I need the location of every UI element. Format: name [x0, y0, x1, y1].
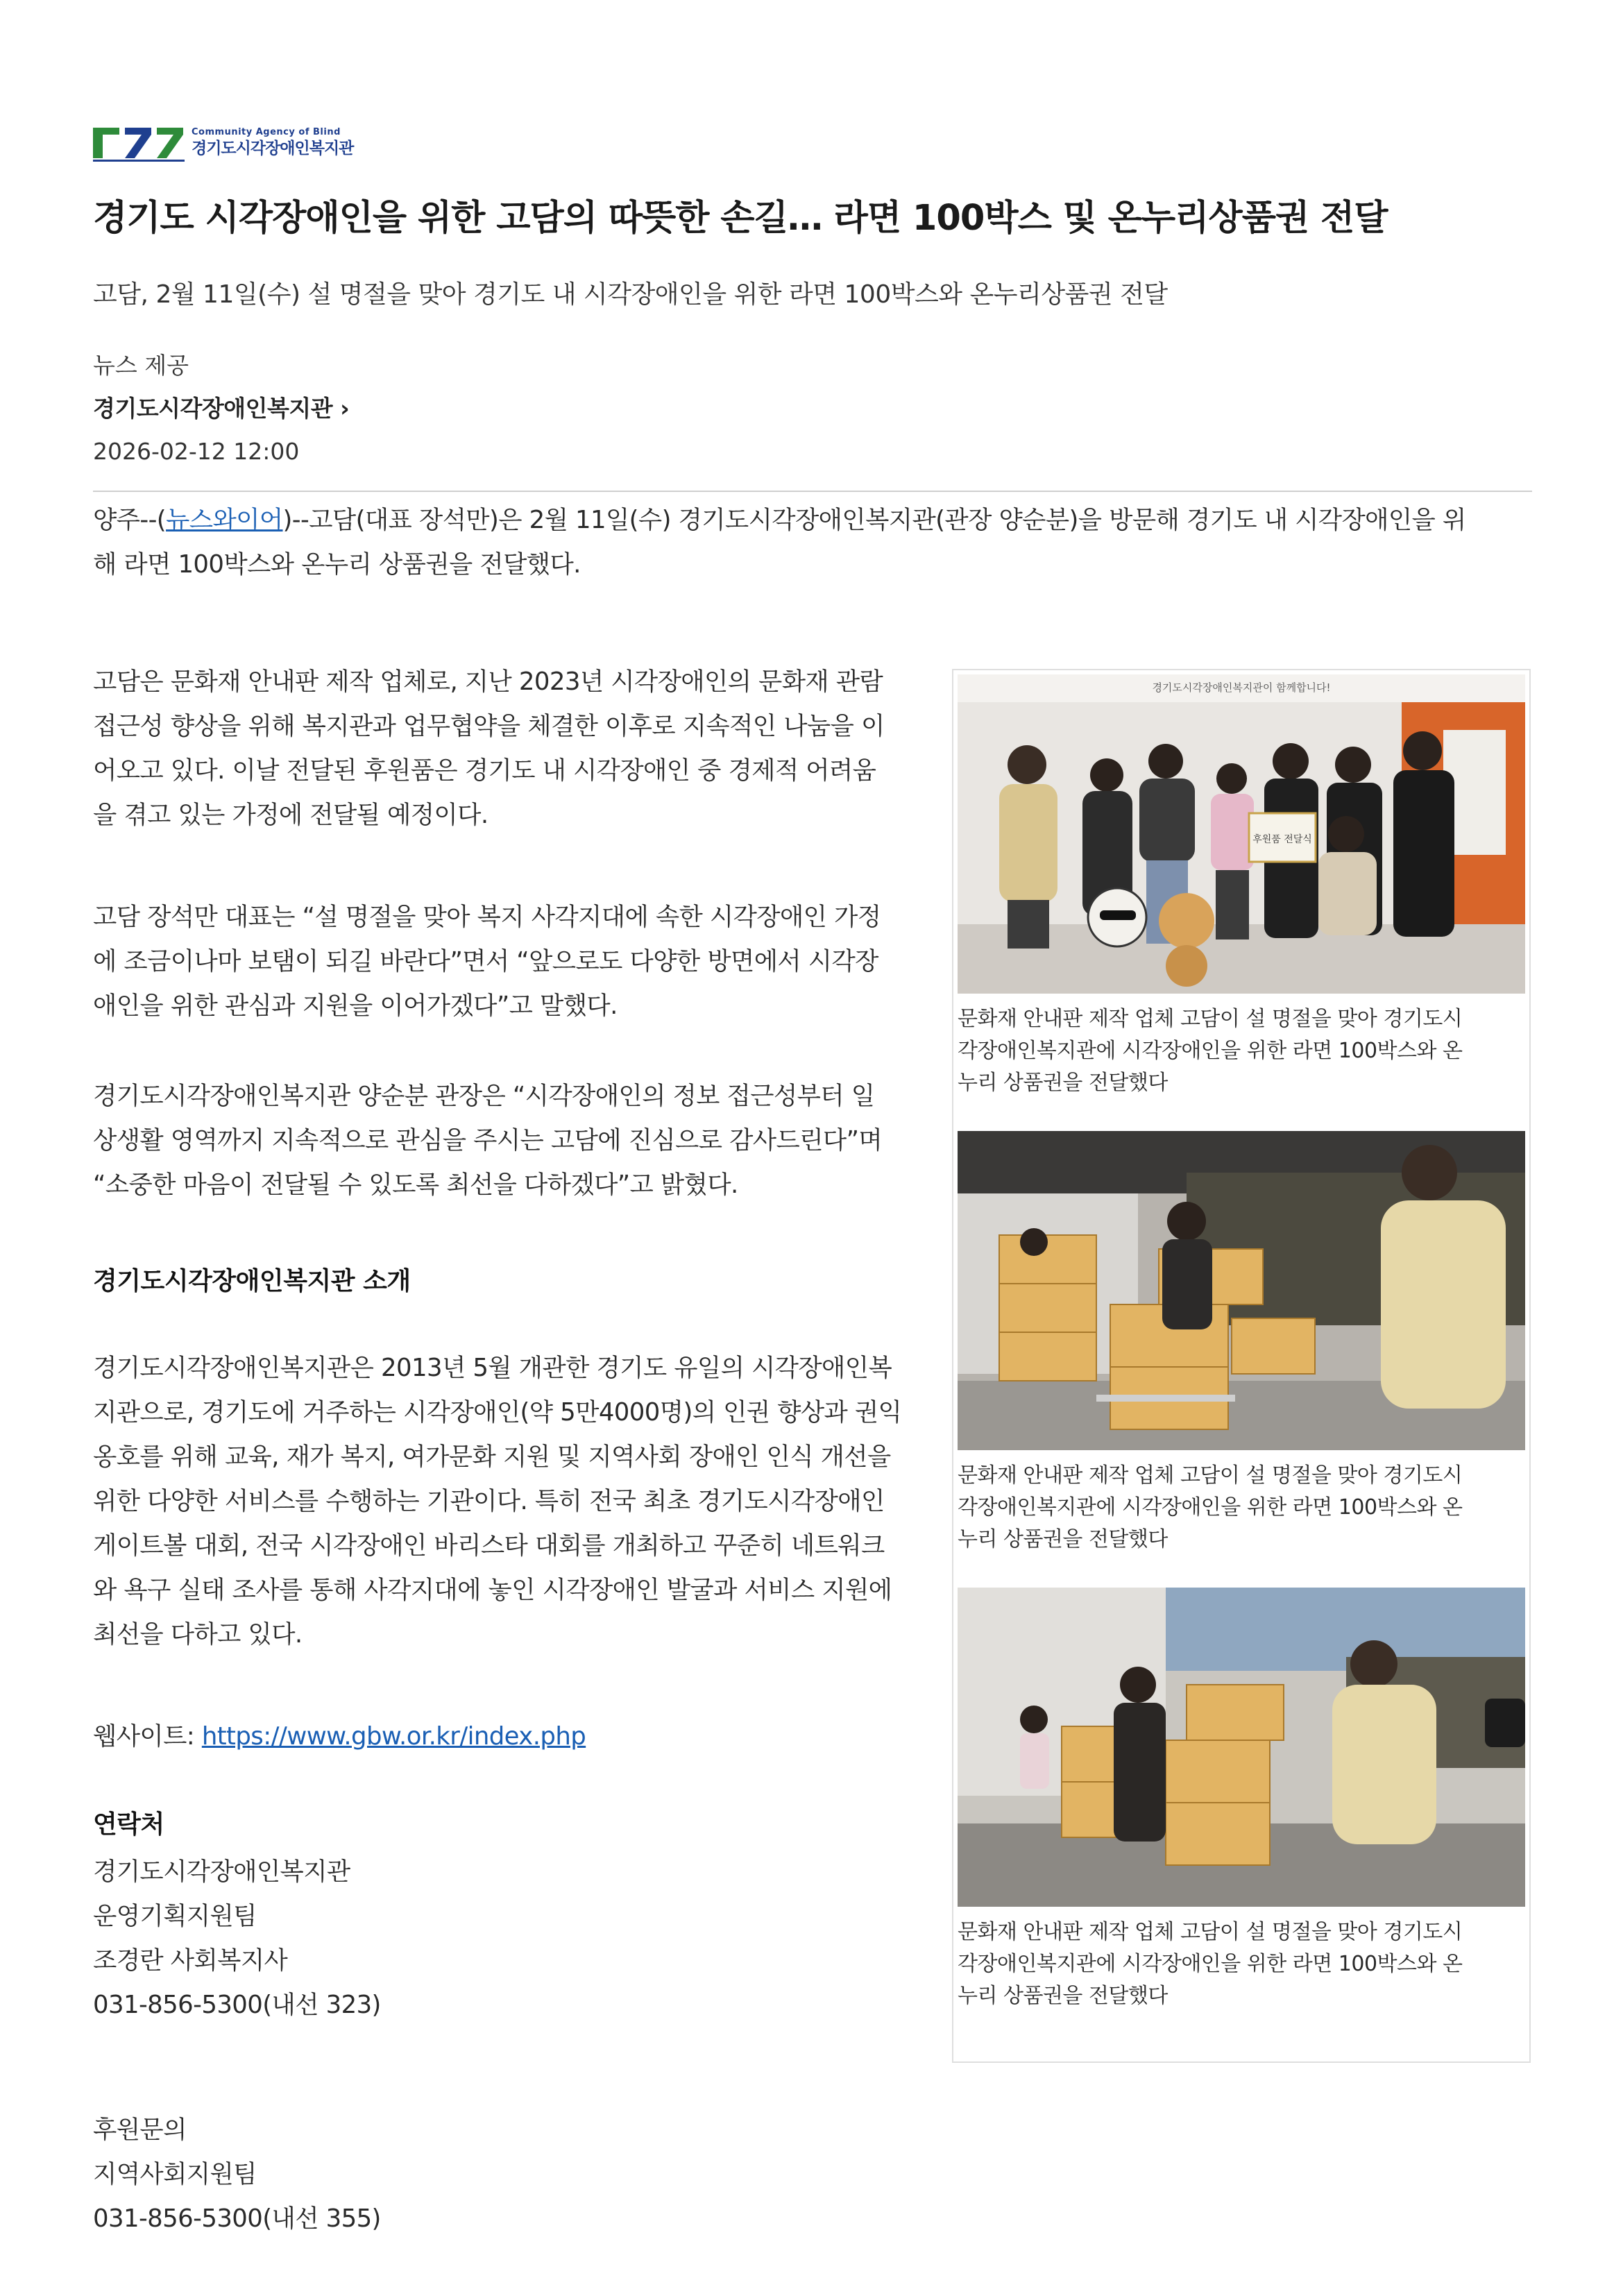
text-line: 와 욕구 실태 조사를 통해 사각지대에 놓인 시각장애인 발굴과 서비스 지원에: [93, 1576, 892, 1604]
lead-line-2: 해 라면 100박스와 온누리 상품권을 전달했다.: [93, 550, 581, 579]
caption-line: 문화재 안내판 제작 업체 고담이 설 명절을 맞아 경기도시: [958, 1920, 1463, 1944]
photo-2[interactable]: [958, 1131, 1525, 1450]
about-paragraph: [93, 1346, 931, 1657]
caption-line: 문화재 안내판 제작 업체 고담이 설 명절을 맞아 경기도시: [958, 1463, 1463, 1488]
caption-line: 누리 상품권을 전달했다: [958, 1984, 1168, 2008]
text-line: 게이트볼 대회, 전국 시각장애인 바리스타 대회를 개최하고 꾸준히 네트워크: [93, 1531, 885, 1560]
donation-block: [93, 2108, 931, 2241]
text-line: 어오고 있다. 이날 전달된 후원품은 경기도 내 시각장애인 중 경제적 어려움: [93, 756, 876, 785]
article-subtitle: 고담, 2월 11일(수) 설 명절을 맞아 경기도 내 시각장애인을 위한 라면 100박스와 온누리상품권 전달: [93, 280, 1168, 309]
contact-block: [93, 1850, 931, 2027]
lead-prefix: 양주--(: [93, 506, 167, 534]
newswire-link[interactable]: 뉴스와이어: [166, 506, 283, 534]
contact-person: 조경란 사회복지사: [93, 1946, 288, 1975]
body-paragraph-2: [93, 895, 931, 1028]
site-logo[interactable]: [93, 124, 353, 162]
chevron-right-icon: ›: [340, 395, 350, 422]
lead-paragraph: [93, 498, 1536, 587]
photo-2-caption: [958, 1460, 1525, 1556]
publish-date: 2026-02-12 12:00: [93, 438, 300, 465]
contact-phone: 031-856-5300(내선 323): [93, 1991, 381, 2019]
caption-line: 각장애인복지관에 시각장애인을 위한 라면 100박스와 온: [958, 1039, 1463, 1063]
text-line: 지관으로, 경기도에 거주하는 시각장애인(약 5만4000명)의 인권 향상과 권익: [93, 1398, 902, 1427]
donation-phone: 031-856-5300(내선 355): [93, 2204, 381, 2233]
text-line: 옹호를 위해 교육, 재가 복지, 여가문화 지원 및 지역사회 장애인 인식 개선을: [93, 1443, 891, 1471]
caption-line: 각장애인복지관에 시각장애인을 위한 라면 100박스와 온: [958, 1495, 1463, 1520]
loading-boxes-photo-image: [958, 1131, 1525, 1450]
about-heading: 경기도시각장애인복지관 소개: [93, 1267, 411, 1295]
text-line: 접근성 향상을 위해 복지관과 업무협약을 체결한 이후로 지속적인 나눔을 이: [93, 712, 885, 740]
photo-1-caption: [958, 1003, 1525, 1099]
donation-sign-text: 후원품 전달식: [1252, 834, 1312, 845]
text-line: 경기도시각장애인복지관 양순분 관장은 “시각장애인의 정보 접근성부터 일: [93, 1082, 875, 1110]
news-provider-name: 경기도시각장애인복지관: [93, 395, 333, 422]
photo-3[interactable]: [958, 1588, 1525, 1907]
text-line: 최선을 다하고 있다.: [93, 1620, 303, 1649]
text-line: 고담 장석만 대표는 “설 명절을 맞아 복지 사각지대에 속한 시각장애인 가정: [93, 903, 881, 931]
text-line: 에 조금이나마 보탬이 되길 바란다”면서 “앞으로도 다양한 방면에서 시각장: [93, 947, 878, 976]
contact-team: 운영기획지원팀: [93, 1902, 257, 1930]
contact-heading: 연락처: [93, 1810, 164, 1839]
text-line: 상생활 영역까지 지속적으로 관심을 주시는 고담에 진심으로 감사드린다”며: [93, 1126, 883, 1155]
text-line: 위한 다양한 서비스를 수행하는 기관이다. 특히 전국 최초 경기도시각장애인: [93, 1487, 885, 1515]
banner-text: 경기도시각장애인복지관이 함께합니다!: [1152, 681, 1331, 694]
logo-english-text: Community Agency of Blind: [192, 127, 341, 137]
donation-label: 후원문의: [93, 2116, 187, 2144]
text-line: 경기도시각장애인복지관은 2013년 5월 개관한 경기도 유일의 시각장애인복: [93, 1354, 892, 1382]
text-line: 을 겪고 있는 가정에 전달될 예정이다.: [93, 801, 488, 829]
group-photo-image: [958, 674, 1525, 994]
text-line: 애인을 위한 관심과 지원을 이어가겠다”고 말했다.: [93, 992, 618, 1020]
text-line: “소중한 마음이 전달될 수 있도록 최선을 다하겠다”고 밝혔다.: [93, 1171, 738, 1199]
logo-korean-text: 경기도시각장애인복지관: [192, 139, 354, 158]
photo-3-caption: [958, 1916, 1525, 2012]
caption-line: 문화재 안내판 제작 업체 고담이 설 명절을 맞아 경기도시: [958, 1007, 1463, 1031]
news-provider-link[interactable]: [93, 393, 349, 425]
header-divider: [93, 491, 1532, 492]
photo-1[interactable]: [958, 674, 1525, 994]
caption-line: 누리 상품권을 전달했다: [958, 1071, 1168, 1095]
website-line: [93, 1715, 931, 1759]
website-label: 웹사이트:: [93, 1722, 202, 1751]
text-line: 고담은 문화재 안내판 제작 업체로, 지난 2023년 시각장애인의 문화재 관람: [93, 667, 883, 696]
lead-line-1: )--고담(대표 장석만)은 2월 11일(수) 경기도시각장애인복지관(관장 양순분)을 방문해 경기도 내 시각장애인을 위: [282, 506, 1466, 534]
body-paragraph-3: [93, 1074, 931, 1207]
caption-line: 누리 상품권을 전달했다: [958, 1527, 1168, 1551]
body-paragraph-1: [93, 660, 931, 837]
logo-mark-icon: [93, 124, 185, 162]
news-provider-label: 뉴스 제공: [93, 352, 189, 379]
article-title: 경기도 시각장애인을 위한 고담의 따뜻한 손길… 라면 100박스 및 온누리상품권 전달: [93, 198, 1388, 239]
handover-photo-image: [958, 1588, 1525, 1907]
caption-line: 각장애인복지관에 시각장애인을 위한 라면 100박스와 온: [958, 1952, 1463, 1976]
contact-organization: 경기도시각장애인복지관: [93, 1857, 350, 1886]
donation-team: 지역사회지원팀: [93, 2160, 257, 2188]
website-link[interactable]: https://www.gbw.or.kr/index.php: [201, 1722, 586, 1751]
